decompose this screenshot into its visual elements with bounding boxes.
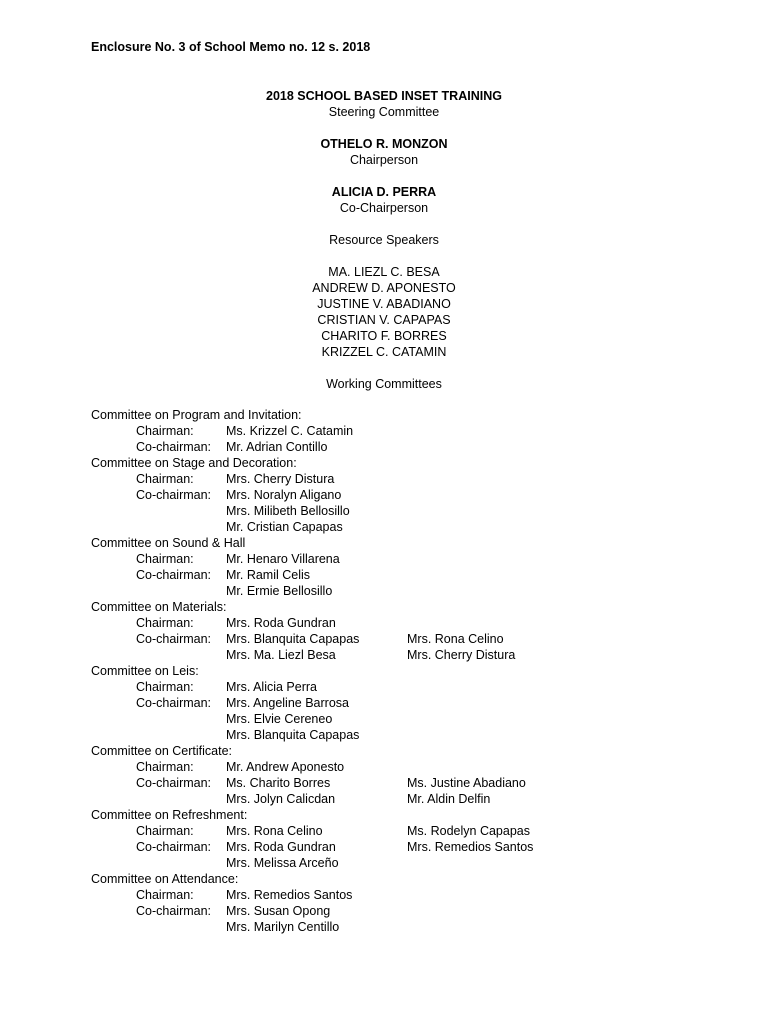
committee-member-row [91, 839, 711, 855]
committee-member: Mr. Ermie Bellosillo [226, 584, 333, 598]
committee-member: Mrs. Noralyn Aligano [226, 488, 342, 502]
chairperson-name: OTHELO R. MONZON [320, 137, 448, 151]
committee-member-row [91, 887, 711, 903]
committee-heading [91, 663, 711, 679]
working-committees-label: Working Committees [326, 377, 442, 391]
committee-role: Chairman: [136, 472, 194, 486]
cochairperson-role: Co-Chairperson [339, 201, 429, 215]
committee-member: Mrs. Alicia Perra [226, 680, 317, 694]
committee-member: Mrs. Rona Celino [226, 824, 323, 838]
committee-member: Mrs. Ma. Liezl Besa [226, 648, 336, 662]
committee-member-row [91, 503, 711, 519]
committee-role: Chairman: [136, 760, 194, 774]
committee-member: Mrs. Cherry Distura [226, 472, 335, 486]
committee-role: Co-chairman: [136, 776, 212, 790]
committee-member-row [91, 567, 711, 583]
committee-role: Chairman: [136, 424, 194, 438]
committee-role: Chairman: [136, 552, 194, 566]
committee-name: Committee on Leis: [91, 664, 199, 678]
document-title: 2018 SCHOOL BASED INSET TRAINING [266, 89, 502, 103]
resource-speaker-name: MA. LIEZL C. BESA [328, 265, 440, 279]
resource-speaker-name: ANDREW D. APONESTO [312, 281, 456, 295]
committee-member: Mr. Cristian Capapas [226, 520, 343, 534]
enclosure-label: Enclosure No. 3 of School Memo no. 12 s. 2018 [91, 40, 371, 54]
committee-member-secondary: Ms. Justine Abadiano [407, 776, 526, 790]
resource-speaker-name: JUSTINE V. ABADIANO [317, 297, 451, 311]
committee-member: Mrs. Elvie Cereneo [226, 712, 333, 726]
committee-member: Mrs. Susan Opong [226, 904, 331, 918]
committee-role: Co-chairman: [136, 904, 212, 918]
committee-member-row [91, 631, 711, 647]
committee-member-row [91, 487, 711, 503]
committee-name: Committee on Refreshment: [91, 808, 248, 822]
committee-member: Mrs. Roda Gundran [226, 616, 336, 630]
committee-heading [91, 807, 711, 823]
committee-member-row [91, 471, 711, 487]
committee-heading [91, 535, 711, 551]
resource-speakers-list [0, 264, 768, 360]
committee-name: Committee on Stage and Decoration: [91, 456, 297, 470]
committee-role: Co-chairman: [136, 488, 212, 502]
committee-member-row [91, 695, 711, 711]
committee-member-secondary: Mr. Aldin Delfin [407, 792, 491, 806]
committee-role: Co-chairman: [136, 632, 212, 646]
resource-speaker-name: KRIZZEL C. CATAMIN [321, 345, 447, 359]
committee-member: Mrs. Melissa Arceño [226, 856, 339, 870]
committee-member-row [91, 775, 711, 791]
committee-member-row [91, 519, 711, 535]
chairperson-role: Chairperson [349, 153, 419, 167]
committee-heading [91, 455, 711, 471]
committee-member-row [91, 615, 711, 631]
committee-member-secondary: Mrs. Rona Celino [407, 632, 504, 646]
committee-member-row [91, 551, 711, 567]
committee-name: Committee on Certificate: [91, 744, 233, 758]
committee-member-row [91, 679, 711, 695]
committee-member-row [91, 791, 711, 807]
committee-member-row [91, 583, 711, 599]
committee-role: Chairman: [136, 888, 194, 902]
committee-role: Co-chairman: [136, 840, 212, 854]
committee-member: Mrs. Marilyn Centillo [226, 920, 340, 934]
committee-role: Co-chairman: [136, 440, 212, 454]
committee-role: Chairman: [136, 824, 194, 838]
committee-member: Mr. Andrew Aponesto [226, 760, 345, 774]
committee-heading [91, 599, 711, 615]
committee-member: Mrs. Blanquita Capapas [226, 728, 360, 742]
committee-name: Committee on Program and Invitation: [91, 408, 302, 422]
committee-member: Ms. Charito Borres [226, 776, 331, 790]
committee-member-secondary: Mrs. Remedios Santos [407, 840, 534, 854]
committee-member-row [91, 727, 711, 743]
committee-member-row [91, 423, 711, 439]
resource-speaker-name: CHARITO F. BORRES [321, 329, 447, 343]
committee-member-row [91, 823, 711, 839]
committee-heading [91, 407, 711, 423]
committee-role: Co-chairman: [136, 568, 212, 582]
committee-name: Committee on Attendance: [91, 872, 239, 886]
cochairperson-name: ALICIA D. PERRA [331, 185, 437, 199]
committee-role: Chairman: [136, 616, 194, 630]
resource-speaker-name: CRISTIAN V. CAPAPAS [317, 313, 451, 327]
committee-member: Mrs. Remedios Santos [226, 888, 353, 902]
committee-member: Mrs. Milibeth Bellosillo [226, 504, 350, 518]
committee-role: Chairman: [136, 680, 194, 694]
committee-member: Mrs. Roda Gundran [226, 840, 336, 854]
committee-member: Mrs. Angeline Barrosa [226, 696, 349, 710]
resource-speakers-label: Resource Speakers [329, 233, 439, 247]
committee-member-secondary: Ms. Rodelyn Capapas [407, 824, 530, 838]
committee-member-row [91, 759, 711, 775]
committee-name: Committee on Materials: [91, 600, 227, 614]
committee-member: Mr. Henaro Villarena [226, 552, 340, 566]
committee-member: Mr. Ramil Celis [226, 568, 311, 582]
committee-member-row [91, 439, 711, 455]
document-subtitle: Steering Committee [328, 105, 440, 119]
committee-member: Mrs. Blanquita Capapas [226, 632, 360, 646]
working-committees-list [91, 407, 711, 935]
committee-heading [91, 871, 711, 887]
committee-member-row [91, 903, 711, 919]
committee-member-row [91, 711, 711, 727]
committee-member: Mrs. Jolyn Calicdan [226, 792, 336, 806]
committee-member-row [91, 919, 711, 935]
committee-member-row [91, 647, 711, 663]
committee-heading [91, 743, 711, 759]
committee-role: Co-chairman: [136, 696, 212, 710]
steering-committee-block [0, 88, 768, 392]
committee-member: Mr. Adrian Contillo [226, 440, 328, 454]
committee-member-secondary: Mrs. Cherry Distura [407, 648, 516, 662]
committee-member-row [91, 855, 711, 871]
committee-name: Committee on Sound & Hall [91, 536, 246, 550]
committee-member: Ms. Krizzel C. Catamin [226, 424, 354, 438]
